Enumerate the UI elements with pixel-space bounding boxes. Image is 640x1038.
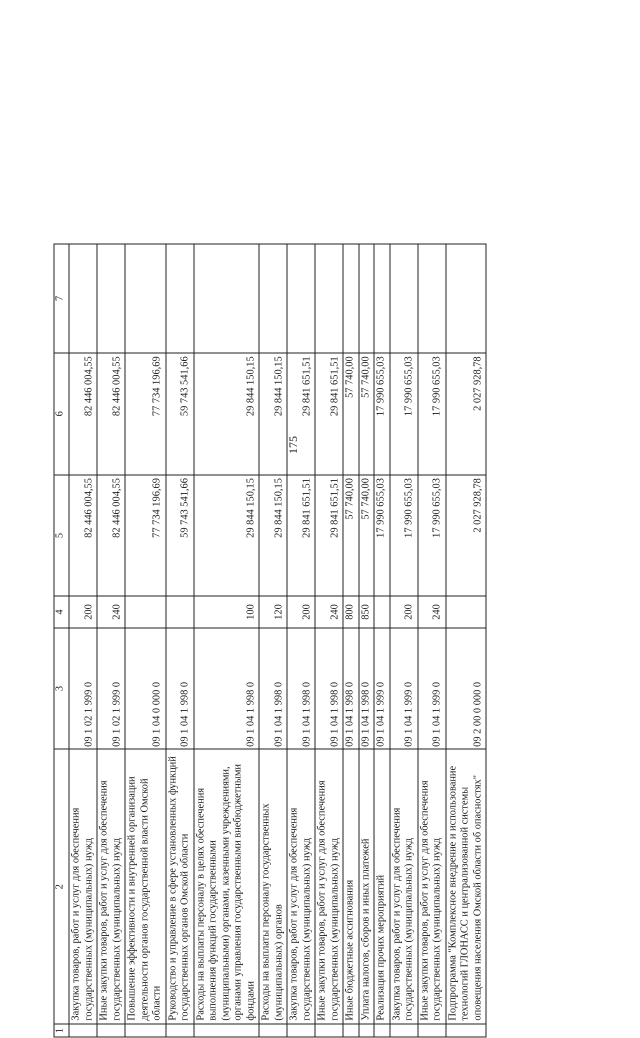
row-name: Реализация прочих мероприятий	[374, 749, 390, 1024]
row-code: 09 1 02 1 999 0	[69, 628, 97, 750]
header-col-1: 1	[54, 1024, 69, 1037]
row-sum-col-5: 29 844 150,15	[259, 475, 287, 597]
row-expense-type: 240	[97, 596, 125, 627]
row-sum-col-5: 77 734 196,69	[125, 475, 166, 597]
row-sum-col-7	[315, 244, 343, 353]
row-sum-col-7	[343, 244, 359, 353]
row-expense-type: 800	[343, 596, 359, 627]
row-sum-col-6: 17 990 655,03	[390, 353, 418, 475]
row-expense-type: 200	[69, 596, 97, 627]
row-code: 09 2 00 0 000 0	[446, 628, 487, 750]
row-sum-col-5: 59 743 541,66	[166, 475, 194, 597]
row-col-1	[315, 1024, 343, 1037]
row-code: 09 1 04 1 999 0	[390, 628, 418, 750]
row-sum-col-7	[374, 244, 390, 353]
row-expense-type: 100	[194, 596, 260, 627]
row-code: 09 1 04 1 999 0	[418, 628, 446, 750]
row-sum-col-5: 82 446 004,55	[97, 475, 125, 597]
row-code: 09 1 04 1 998 0	[359, 628, 375, 750]
row-col-1	[418, 1024, 446, 1037]
header-row	[54, 244, 69, 1037]
row-name: Иные закупки товаров, работ и услуг для обеспечения государственных (муниципальных) нужд	[97, 749, 125, 1024]
row-sum-col-6: 29 844 150,15	[194, 353, 260, 475]
row-name: Закупка товаров, работ и услуг для обеспечения государственных (муниципальных) нужд	[69, 749, 97, 1024]
table-row	[287, 244, 315, 1037]
row-sum-col-5: 29 841 651,51	[287, 475, 315, 597]
table-row	[69, 244, 97, 1037]
table-row	[315, 244, 343, 1037]
row-sum-col-7	[259, 244, 287, 353]
row-name: Иные закупки товаров, работ и услуг для обеспечения государственных (муниципальных) нужд	[315, 749, 343, 1024]
budget-table	[54, 244, 487, 1038]
row-expense-type: 200	[287, 596, 315, 627]
row-col-1	[390, 1024, 418, 1037]
row-sum-col-5: 29 841 651,51	[315, 475, 343, 597]
row-sum-col-6: 77 734 196,69	[125, 353, 166, 475]
table-row	[97, 244, 125, 1037]
row-code: 09 1 04 1 998 0	[315, 628, 343, 750]
row-sum-col-5: 2 027 928,78	[446, 475, 487, 597]
row-name: Подпрограмма "Комплексное внедрение и использование технологий ГЛОНАСС и централизованной системы оповещения населения Омской области об опасностях"	[446, 749, 487, 1024]
row-sum-col-5: 29 844 150,15	[194, 475, 260, 597]
row-name: Расходы на выплаты персоналу государственных (муниципальных) органов	[259, 749, 287, 1024]
row-sum-col-6: 17 990 655,03	[418, 353, 446, 475]
header-col-6: 6	[54, 353, 69, 475]
table-row	[359, 244, 375, 1037]
table-row	[125, 244, 166, 1037]
row-sum-col-6: 2 027 928,78	[446, 353, 487, 475]
row-sum-col-7	[359, 244, 375, 353]
table-row	[390, 244, 418, 1037]
header-col-2: 2	[54, 749, 69, 1024]
table-row	[343, 244, 359, 1037]
row-code: 09 1 04 0 000 0	[125, 628, 166, 750]
row-code: 09 1 04 1 998 0	[259, 628, 287, 750]
row-name: Расходы на выплаты персоналу в целях обеспечения выполнения функций государственными (муниципальными) органами, казенными учреждениями, органами управления государственными внебюджетными фондами	[194, 749, 260, 1024]
row-sum-col-7	[390, 244, 418, 353]
row-name: Повышение эффективности и внутренней организации деятельности органов государственной власти Омской области	[125, 749, 166, 1024]
table-row	[446, 244, 487, 1037]
table-row	[374, 244, 390, 1037]
row-name: Иные закупки товаров, работ и услуг для обеспечения государственных (муниципальных) нужд	[418, 749, 446, 1024]
row-sum-col-6: 59 743 541,66	[166, 353, 194, 475]
table-row	[259, 244, 287, 1037]
row-code: 09 1 04 1 999 0	[374, 628, 390, 750]
row-sum-col-6: 29 844 150,15	[259, 353, 287, 475]
row-name: Иные бюджетные ассигнования	[343, 749, 359, 1024]
row-sum-col-6: 57 740,00	[359, 353, 375, 475]
row-sum-col-6: 82 446 004,55	[97, 353, 125, 475]
row-sum-col-6: 29 841 651,51	[287, 353, 315, 475]
row-expense-type: 240	[418, 596, 446, 627]
row-sum-col-7	[97, 244, 125, 353]
row-col-1	[343, 1024, 359, 1037]
row-col-1	[69, 1024, 97, 1037]
row-code: 09 1 02 1 999 0	[97, 628, 125, 750]
row-expense-type	[166, 596, 194, 627]
row-sum-col-6: 17 990 655,03	[374, 353, 390, 475]
row-sum-col-7	[418, 244, 446, 353]
table-row	[194, 244, 260, 1037]
row-sum-col-6: 82 446 004,55	[69, 353, 97, 475]
row-sum-col-7	[125, 244, 166, 353]
row-sum-col-7	[166, 244, 194, 353]
row-sum-col-5: 17 990 655,03	[390, 475, 418, 597]
row-code: 09 1 04 1 998 0	[343, 628, 359, 750]
table-body	[69, 244, 486, 1037]
row-sum-col-5: 57 740,00	[359, 475, 375, 597]
page-number: 175	[286, 436, 300, 454]
row-sum-col-5: 57 740,00	[343, 475, 359, 597]
row-sum-col-5: 82 446 004,55	[69, 475, 97, 597]
row-name: Уплата налогов, сборов и иных платежей	[359, 749, 375, 1024]
row-sum-col-7	[446, 244, 487, 353]
row-expense-type: 120	[259, 596, 287, 627]
row-code: 09 1 04 1 998 0	[194, 628, 260, 750]
table-row	[418, 244, 446, 1037]
row-sum-col-7	[69, 244, 97, 353]
row-code: 09 1 04 1 998 0	[166, 628, 194, 750]
row-col-1	[125, 1024, 166, 1037]
row-name: Закупка товаров, работ и услуг для обеспечения государственных (муниципальных) нужд	[390, 749, 418, 1024]
row-sum-col-6: 29 841 651,51	[315, 353, 343, 475]
header-col-5: 5	[54, 475, 69, 597]
row-sum-col-5: 17 990 655,03	[374, 475, 390, 597]
row-col-1	[374, 1024, 390, 1037]
row-expense-type	[446, 596, 487, 627]
row-sum-col-5: 17 990 655,03	[418, 475, 446, 597]
row-col-1	[166, 1024, 194, 1037]
row-expense-type	[125, 596, 166, 627]
row-expense-type: 850	[359, 596, 375, 627]
row-code: 09 1 04 1 998 0	[287, 628, 315, 750]
row-col-1	[259, 1024, 287, 1037]
header-col-7: 7	[54, 244, 69, 353]
row-col-1	[359, 1024, 375, 1037]
row-sum-col-7	[287, 244, 315, 353]
row-name: Закупка товаров, работ и услуг для обеспечения государственных (муниципальных) нужд	[287, 749, 315, 1024]
row-name: Руководство и управление в сфере установленных функций государственных органов Омской области	[166, 749, 194, 1024]
row-expense-type: 240	[315, 596, 343, 627]
row-col-1	[446, 1024, 487, 1037]
table-row	[166, 244, 194, 1037]
row-sum-col-6: 57 740,00	[343, 353, 359, 475]
row-col-1	[287, 1024, 315, 1037]
row-col-1	[97, 1024, 125, 1037]
row-sum-col-7	[194, 244, 260, 353]
header-col-4: 4	[54, 596, 69, 627]
budget-table-rotated	[54, 244, 587, 1038]
row-col-1	[194, 1024, 260, 1037]
row-expense-type: 200	[390, 596, 418, 627]
row-expense-type	[374, 596, 390, 627]
header-col-3: 3	[54, 628, 69, 750]
